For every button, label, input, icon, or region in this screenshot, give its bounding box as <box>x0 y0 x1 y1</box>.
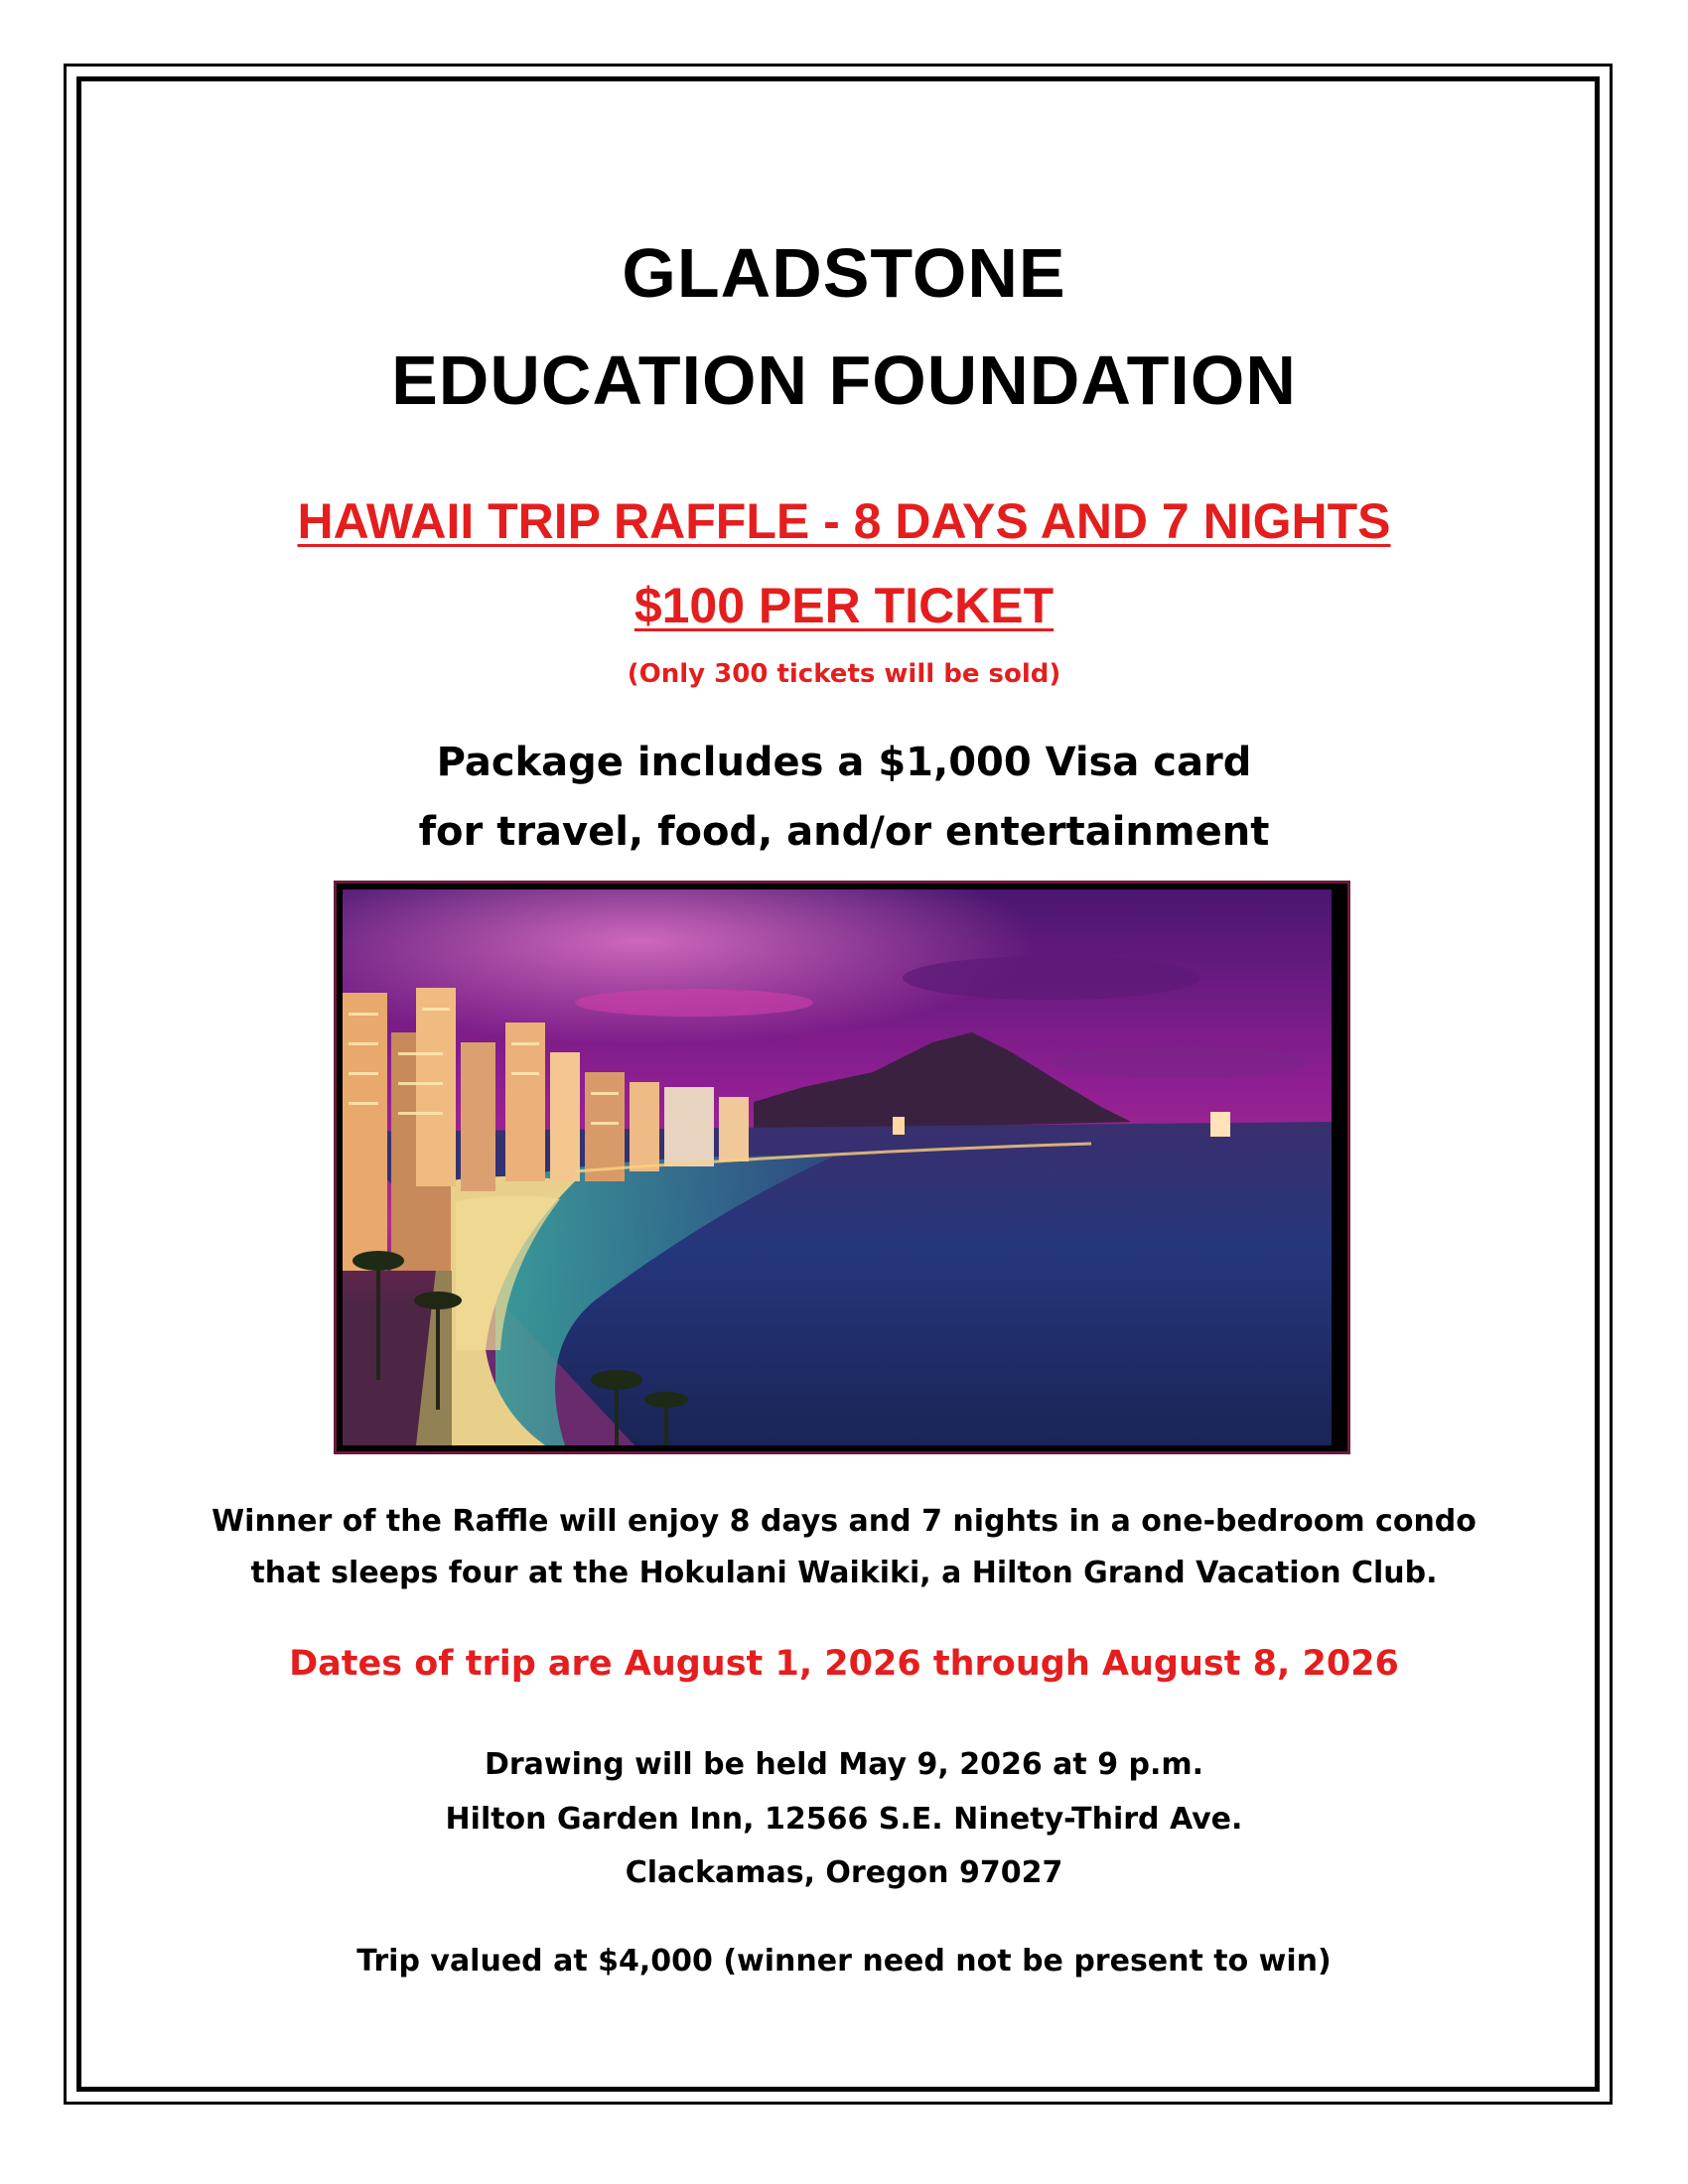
trip-dates: Dates of trip are August 1, 2026 through August 8, 2026 <box>289 1644 1399 1684</box>
package-line2: for travel, food, and/or entertainment <box>418 809 1270 855</box>
org-name-line1: GLADSTONE <box>622 234 1066 312</box>
drawing-line3: Clackamas, Oregon 97027 <box>625 1855 1063 1890</box>
description-line1: Winner of the Raffle will enjoy 8 days and 7 nights in a one-bedroom condo <box>211 1504 1477 1539</box>
waikiki-photo <box>334 881 1350 1454</box>
trip-value: Trip valued at $4,000 (winner need not be present to win) <box>356 1944 1332 1979</box>
raffle-headline: HAWAII TRIP RAFFLE - 8 DAYS AND 7 NIGHTS <box>297 493 1391 549</box>
package-line1: Package includes a $1,000 Visa card <box>436 740 1252 785</box>
ticket-limit: (Only 300 tickets will be sold) <box>627 659 1061 689</box>
drawing-line2: Hilton Garden Inn, 12566 S.E. Ninety-Third Ave. <box>445 1802 1243 1837</box>
ticket-price: $100 PER TICKET <box>633 578 1055 633</box>
drawing-line1: Drawing will be held May 9, 2026 at 9 p.m. <box>484 1747 1204 1782</box>
org-name-line2: EDUCATION FOUNDATION <box>391 341 1297 419</box>
description-line2: that sleeps four at the Hokulani Waikiki, a Hilton Grand Vacation Club. <box>250 1556 1438 1590</box>
